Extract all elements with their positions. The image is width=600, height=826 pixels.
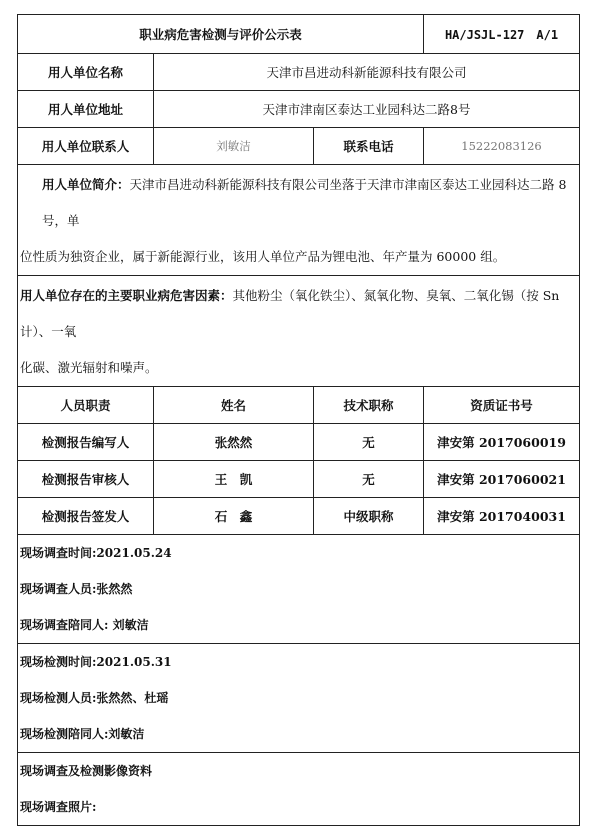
- hazards-cell: [18, 276, 580, 387]
- survey-cell: [18, 535, 580, 644]
- testing-staff: 现场检测人员:张然然、杜瑶: [20, 691, 169, 705]
- staff-header-title: 技术职称: [314, 387, 424, 424]
- form-code: HA/JSJL-127 A/1: [424, 15, 580, 54]
- employer-name-value: 天津市昌进动科新能源科技有限公司: [154, 54, 580, 91]
- hazards-text-line2: 化碳、激光辐射和噪声。: [20, 360, 158, 375]
- staff-role: 检测报告编写人: [18, 424, 154, 461]
- title-row: [18, 15, 580, 54]
- staff-row: [18, 424, 580, 461]
- intro-text-line1: 天津市昌进动科新能源科技有限公司坐落于天津市津南区泰达工业园科达二路 8 号，单: [42, 177, 567, 228]
- testing-cell: [18, 644, 580, 753]
- images-section-title: 现场调查及检测影像资料: [20, 764, 153, 778]
- staff-header-name: 姓名: [154, 387, 314, 424]
- form-title: 职业病危害检测与评价公示表: [18, 15, 424, 54]
- staff-role: 检测报告签发人: [18, 498, 154, 535]
- intro-cell: [18, 165, 580, 276]
- employer-contact-value: 刘敏洁: [154, 128, 314, 165]
- staff-title: 中级职称: [314, 498, 424, 535]
- survey-time: 现场调查时间:2021.05.24: [20, 546, 172, 560]
- testing-row: [18, 644, 580, 753]
- phone-value: 15222083126: [424, 128, 580, 165]
- photos-label: 现场调查照片:: [20, 800, 97, 814]
- survey-staff: 现场调查人员:张然然: [20, 582, 133, 596]
- intro-label: 用人单位简介：: [42, 177, 130, 192]
- testing-time: 现场检测时间:2021.05.31: [20, 655, 172, 669]
- intro-text-line2: 位性质为独资企业，属于新能源行业，该用人单位产品为锂电池、年产量为 60000 组。: [20, 249, 506, 264]
- images-cell: [18, 753, 580, 826]
- staff-cert: 津安第 2017060021: [424, 461, 580, 498]
- testing-companion: 现场检测陪同人:刘敏洁: [20, 727, 145, 741]
- employer-address-row: [18, 91, 580, 128]
- employer-address-label: 用人单位地址: [18, 91, 154, 128]
- disclosure-form: [17, 14, 579, 826]
- intro-row: [18, 165, 580, 276]
- staff-header-role: 人员职责: [18, 387, 154, 424]
- disclosure-table: [17, 14, 580, 826]
- survey-companion: 现场调查陪同人: 刘敏洁: [20, 618, 149, 632]
- employer-name-label: 用人单位名称: [18, 54, 154, 91]
- employer-name-row: [18, 54, 580, 91]
- phone-label: 联系电话: [314, 128, 424, 165]
- hazards-row: [18, 276, 580, 387]
- staff-header-row: [18, 387, 580, 424]
- staff-row: [18, 498, 580, 535]
- staff-title: 无: [314, 424, 424, 461]
- staff-row: [18, 461, 580, 498]
- staff-cert: 津安第 2017060019: [424, 424, 580, 461]
- staff-role: 检测报告审核人: [18, 461, 154, 498]
- images-row: [18, 753, 580, 826]
- employer-address-value: 天津市津南区泰达工业园科达二路8号: [154, 91, 580, 128]
- employer-contact-row: [18, 128, 580, 165]
- staff-name: 张然然: [154, 424, 314, 461]
- employer-contact-label: 用人单位联系人: [18, 128, 154, 165]
- staff-header-cert: 资质证书号: [424, 387, 580, 424]
- staff-name: 石 鑫: [154, 498, 314, 535]
- hazards-label: 用人单位存在的主要职业病危害因素：: [20, 288, 233, 303]
- hazards-text-line1: 其他粉尘（氧化铁尘）、氮氧化物、臭氧、二氧化锡（按 Sn 计）、一氧: [20, 288, 560, 339]
- staff-title: 无: [314, 461, 424, 498]
- staff-name: 王 凯: [154, 461, 314, 498]
- staff-cert: 津安第 2017040031: [424, 498, 580, 535]
- survey-row: [18, 535, 580, 644]
